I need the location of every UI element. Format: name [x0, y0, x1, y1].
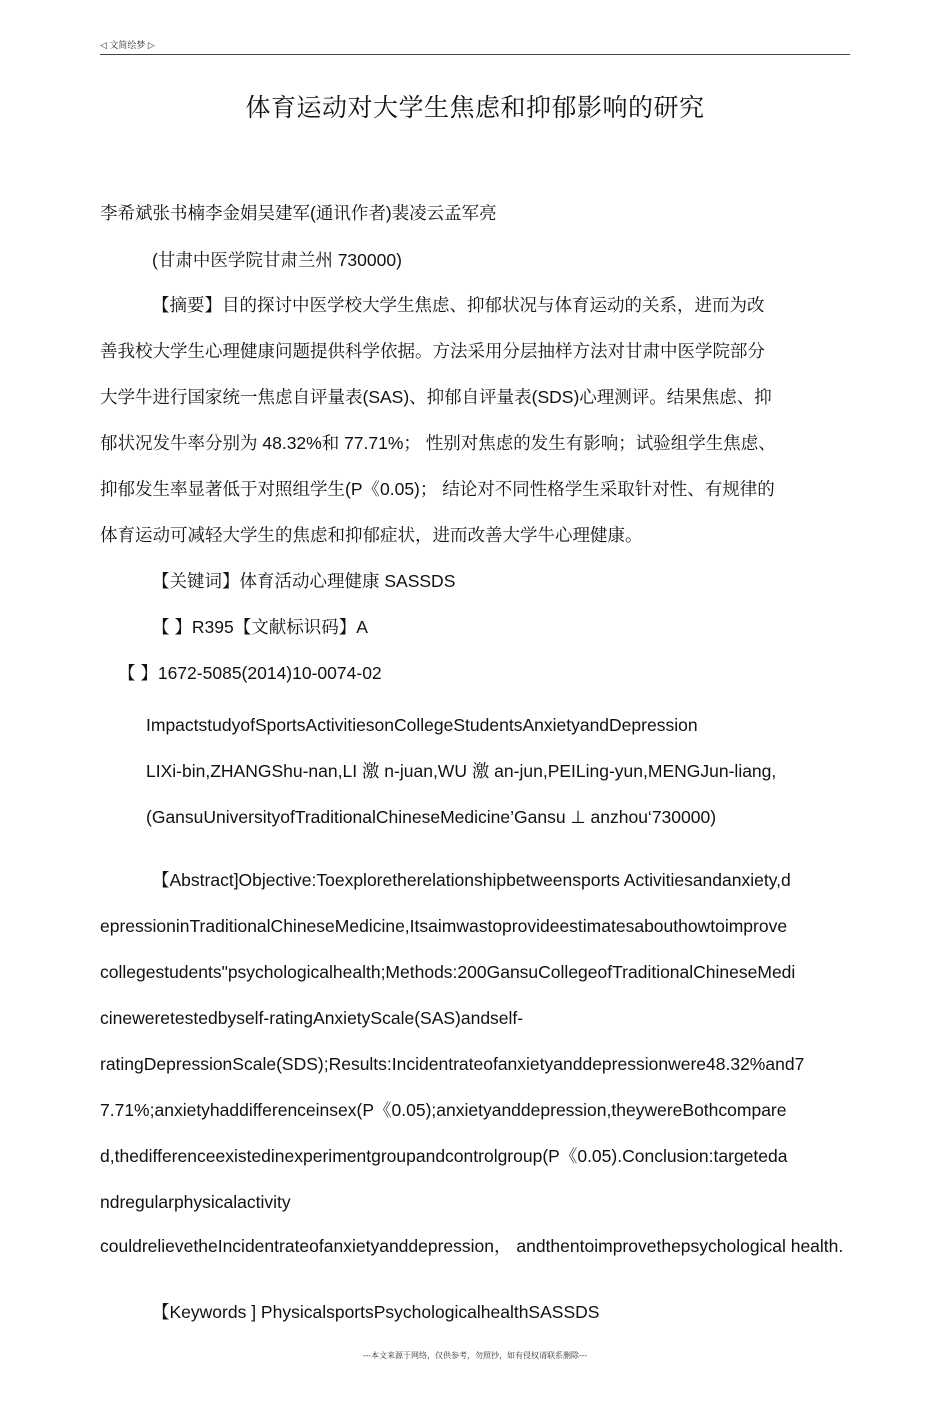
english-title: ImpactstudyofSportsActivitiesonCollegeStudentsAnxietyandDepression	[146, 715, 698, 735]
english-authors: LIXi-bin,ZHANGShu-nan,LI 激 n-juan,WU 激 an-jun,PEILing-yun,MENGJun-liang,	[146, 761, 777, 781]
keywords-cn: 【关键词】体育活动心理健康 SASSDS	[152, 571, 456, 591]
keywords-en: 【Keywords ] PhysicalsportsPsychologicalhealthSASSDS	[152, 1302, 600, 1322]
abstract-cn-line: 大学牛进行国家统一焦虑自评量表(SAS)、抑郁自评量表(SDS)心理测评。结果焦虑、抑	[100, 387, 772, 407]
abstract-cn-line: 抑郁发生率显著低于对照组学生(P《0.05)； 结论对不同性格学生采取针对性、有规律的	[100, 479, 775, 499]
abstract-cn-line: 善我校大学生心理健康问题提供科学依据。方法采用分层抽样方法对甘肃中医学院部分	[100, 341, 765, 361]
page-header: ◁ 文简绘梦 ▷	[100, 40, 155, 50]
abstract-cn-line: 【摘要】目的探讨中医学校大学生焦虑、抑郁状况与体育运动的关系，进而为改	[152, 295, 765, 315]
abstract-en-line: epressioninTraditionalChineseMedicine,Itsaimwastoprovideestimatesabouthowtoimprove	[100, 916, 788, 936]
abstract-en-line: d,thedifferenceexistedinexperimentgroupandcontrolgroup(P《0.05).Conclusion:targeteda	[100, 1146, 788, 1166]
english-affiliation: (GansuUniversityofTraditionalChineseMedicine’Gansu ⊥ anzhou‘730000)	[146, 807, 717, 827]
abstract-cn-line: 郁状况发牛率分别为 48.32%和 77.71%； 性别对焦虑的发生有影响；试验组学生焦虑、	[100, 433, 776, 453]
article-id: 【 】1672-5085(2014)10-0074-02	[118, 663, 382, 683]
clc-number: 【 】R395【文献标识码】A	[152, 617, 368, 637]
authors: 李希斌张书楠李金娟吴建军(通讯作者)裴凌云孟军亮	[100, 203, 497, 223]
page-footer: ---本文来源于网络，仅供参考，勿照抄，如有侵权请联系删除---	[363, 1351, 587, 1360]
header-rule	[100, 54, 850, 55]
abstract-cn-line: 体育运动可减轻大学生的焦虑和抑郁症状，进而改善大学牛心理健康。	[100, 525, 643, 545]
paper-title: 体育运动对大学生焦虑和抑郁影响的研究	[245, 94, 705, 122]
abstract-en-line: ndregularphysicalactivity	[100, 1192, 291, 1212]
abstract-en-line: collegestudents"psychologicalhealth;Methods:200GansuCollegeofTraditionalChineseMedi	[100, 962, 796, 982]
abstract-en-line: ratingDepressionScale(SDS);Results:Incidentrateofanxietyanddepressionwere48.32%and7	[100, 1054, 805, 1074]
abstract-en-line: 【Abstract]Objective:Toexploretherelationshipbetweensports Activitiesandanxiety,d	[152, 870, 791, 890]
abstract-en-line: cineweretestedbyself-ratingAnxietyScale(SAS)andself-	[100, 1008, 524, 1028]
abstract-en-tail: couldrelievetheIncidentrateofanxietyanddepression， andthentoimprovethepsychological health.	[100, 1236, 844, 1256]
abstract-en-line: 7.71%;anxietyhaddifferenceinsex(P《0.05);anxietyanddepression,theywereBothcompare	[100, 1100, 787, 1120]
affiliation: (甘肃中医学院甘肃兰州 730000)	[152, 250, 402, 270]
